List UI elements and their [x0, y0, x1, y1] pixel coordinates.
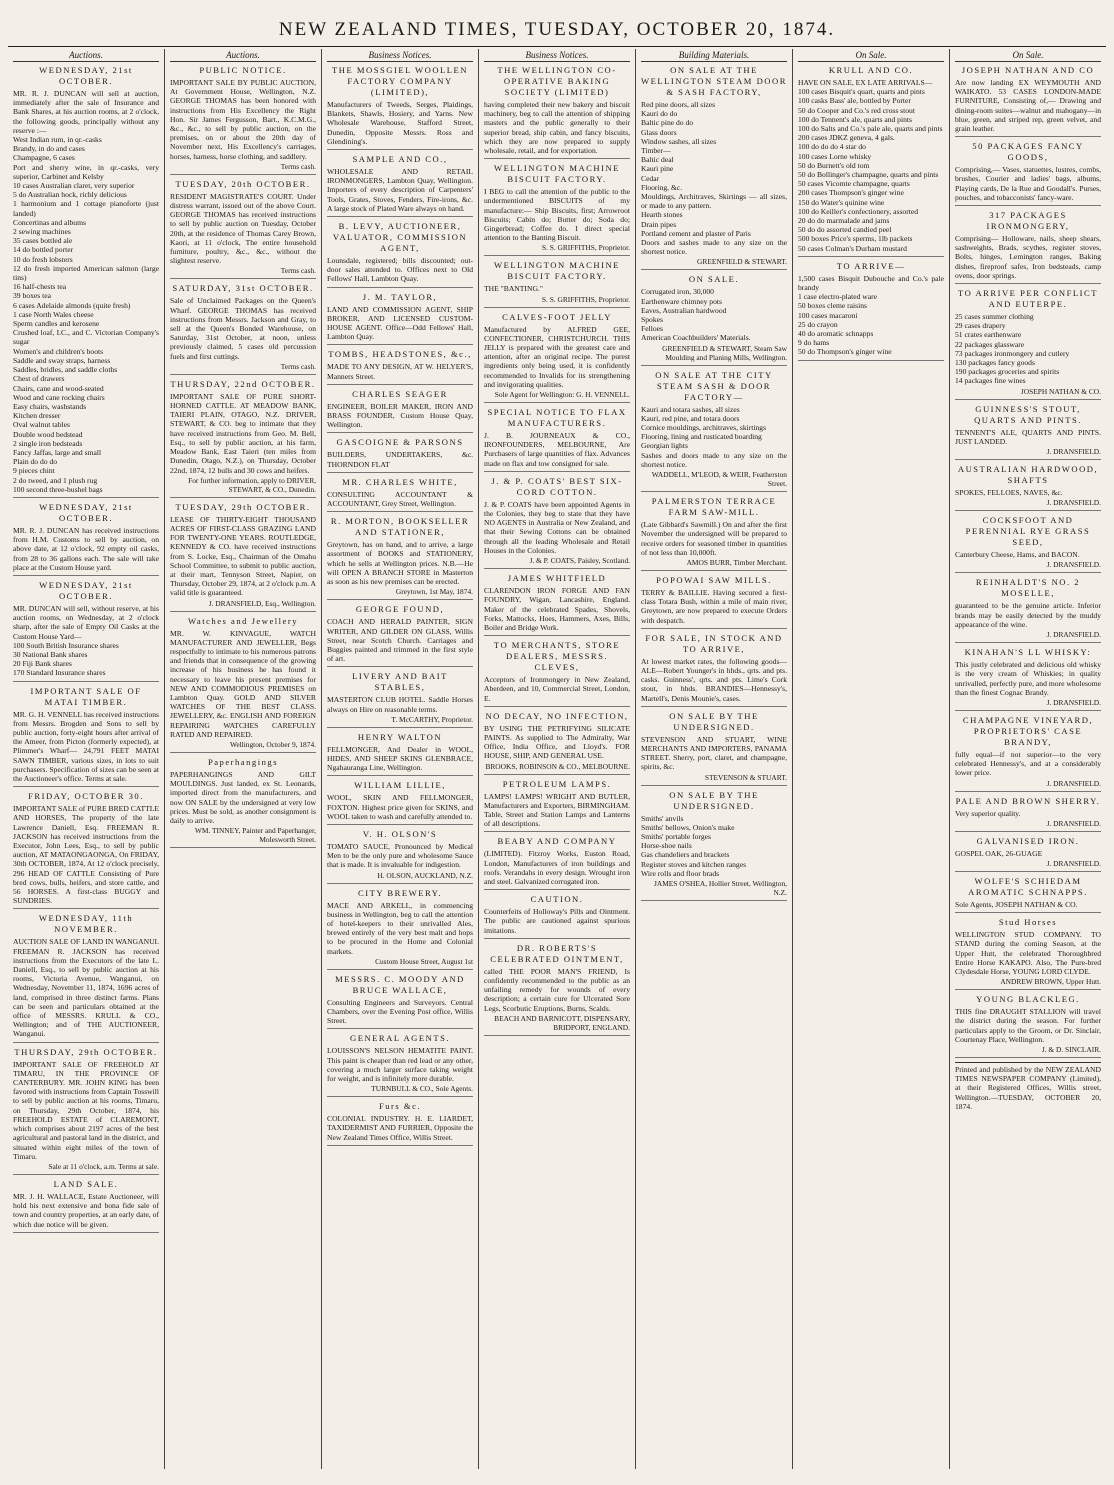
advertisement — [484, 640, 630, 707]
advertisement — [484, 943, 630, 1036]
advertisement-title: COCKSFOOT AND PERENNIAL RYE GRASS SEED, — [965, 515, 1091, 548]
advertisement-body: MR. R. J. DUNCAN will sell at auction, immediately after the sale of Insurance and Bank Shares, at his auction rooms, at 2 o'clock, the following goods, principally without any reserve :— West Indian rum, in qr.-casks Brandy, in do and cases Champagne, 6 cases Port and sherry wine, in qr.-casks, very superior, Carbinet and Kelsby 10 cases Australian claret, very superior 5 do Australian hock, richly delicious 1 harmonium and 1 cottage pianoforte (just landed) Concertinas and albums 2 sewing machines 35 cases bottled ale 14 do bottled porter 10 do fresh lobsters 12 do fresh imported American salmon (large tins) 16 half-chests tea 39 boxes tea 6 cases Adelaide almonds (quite fresh) 1 case North Wales cheese Sperm candles and kerosene Crushed loaf, I.C., and C. Victorian Company's sugar Women's and children's boots Saddle and sway straps, harness Saddles, bridles, and saddle cloths Chest of drawers Chairs, cane and wood-seated Wood and cane rocking chairs Easy chairs, washstands Kitchen dresser Oval walnut tables Double wood bedstead 2 single iron bedsteads Fancy Jaffas, large and small Plain do do do 9 pieces chint 2 do tweed, and 1 plush rug 100 second three-bushel bags — [13, 89, 159, 494]
advertisement-body: IMPORTANT SALE OF FREEHOLD AT TIMARU, IN THE PROVINCE OF CANTERBURY. MR. JOHN KING has been favored with instructions from Captain Tosswill to sell by public auction at his rooms, Timaru, on Thursday, 29th October, 1874, his FREEHOLD ESTATE of CLAREMONT, which comprises about 2197 acres of the best agricultural and pastoral land in the district, and situated within eight miles of the town of Timaru. — [13, 1059, 159, 1161]
advertisement-signature: Sale at 11 o'clock, a.m. Terms at sale. — [48, 1161, 159, 1171]
column-6 — [792, 49, 949, 1469]
advertisement — [484, 163, 630, 256]
advertisement-title: PETROLEUM LAMPS. — [502, 778, 612, 789]
advertisement-signature: J. DRANSFIELD. — [1046, 818, 1101, 828]
advertisement-body: Canterbury Cheese, Hams, and BACON. — [955, 550, 1080, 560]
advertisement-body: Lounsdale, registered; bills discounted; out-door sales attended to. Offices next to Old Fellows' Hall, Lambton Quay. — [327, 256, 473, 284]
advertisement-body: Consulting Engineers and Surveyors. Central Chambers, over the Evening Post office, Willis Street. — [327, 997, 473, 1026]
advertisement — [955, 715, 1101, 792]
advertisement-title: JAMES WHITFIELD — [507, 573, 607, 584]
advertisement-title: WOLFE'S SCHIEDAM AROMATIC SCHNAPPS. — [968, 875, 1088, 897]
advertisement — [13, 686, 159, 788]
advertisement-title: HENRY WALTON — [357, 731, 443, 742]
advertisement-body: COLONIAL INDUSTRY. H. E. LIARDET, TAXIDERMIST AND FURRIER, Opposite the New Zealand Times Office, Willis Street. — [327, 1114, 473, 1142]
advertisement-body: Are now landing EX WEYMOUTH AND WAIKATO. 53 CASES LONDON-MADE FURNITURE, Consisting of,— Drawing and dining-room suites—walnut and mahogany—in blue, green, and striped rep, green velvet, and grain leather. — [955, 78, 1101, 134]
advertisement — [955, 288, 1101, 400]
advertisement-title: WILLIAM LILLIE, — [354, 780, 446, 791]
advertisement-body: COACH AND HERALD PAINTER, SIGN WRITER, AND GILDER ON GLASS, Willis Street, near Scotch Church. Carriages and Buggies painted and trimmed in the first style of art. — [327, 617, 473, 664]
advertisement-body: Manufacturers of Tweeds, Serges, Plaidings, Blankets, Shawls, Hosiery, and Yarns. New Wholesale Warehouse, Stafford Street, Dunedin, Opposite Messrs. Ross and Glendining's. — [327, 100, 473, 146]
advertisement-title: BEABY AND COMPANY — [497, 836, 617, 847]
advertisement-body: LAND AND COMMISSION AGENT, SHIP BROKER, AND LICENSED CUSTOM-HOUSE AGENT. Office—Odd Fellows' Hall, Lambton Quay. — [327, 304, 473, 342]
advertisement-body: TERRY & BAILLIE. Having secured a first-class Totara Bush, within a mile of main river, Greytown, are now prepared to execute Orders with despatch. — [641, 587, 787, 625]
advertisement-body: MASTERTON CLUB HOTEL. Saddle Horses always on Hire on reasonable terms. — [327, 695, 473, 714]
advertisement — [955, 994, 1101, 1058]
advertisement-title: SATURDAY, 31st OCTOBER. — [172, 283, 314, 294]
advertisement-body: MR. R. J. DUNCAN has received instructions from H.M. Customs to sell by auction, on above date, at 12 o'clock, 92 empty oil casks, from 28 to 36 gallons each. The sale will take place at the Custom House yard. — [13, 525, 159, 572]
column-heading: Auctions. — [13, 49, 159, 62]
advertisement — [955, 210, 1101, 284]
advertisement-title: NO DECAY, NO INFECTION, — [485, 710, 629, 721]
advertisement-body: (LIMITED). Fitzroy Works, Euston Road, London, Manufacturers of iron buildings and roofs. Verandahs in every design. Wrought iron and steel. Galvanized corrugated iron. — [484, 849, 630, 886]
masthead: NEW ZEALAND TIMES, TUESDAY, OCTOBER 20, 1874. — [278, 19, 836, 40]
advertisement — [955, 836, 1101, 872]
advertisement-title: LAND SALE. — [53, 1178, 119, 1189]
advertisement-title: THURSDAY, 29th OCTOBER. — [14, 1046, 158, 1057]
advertisement-body: IMPORTANT SALE of PURE BRED CATTLE AND HORSES, The property of the late Lawrence Daniell, Esq. FREEMAN R. JACKSON has received instructions from the Executor, John Lees, Esq., to sell by public auction, AT MATAONGAONGA, On FRIDAY, 30th OCTOBER, 1874, At 12 o'clock precisely, 296 HEAD OF CATTLE Consisting of Pure bred cows, bulls, heifers, and store cattle, and 56 HORSES. A first-class BUGGY and SUNDRIES. — [13, 804, 159, 906]
advertisement-title: GALVANISED IRON. — [976, 835, 1080, 846]
advertisement-body: Red pine doors, all sizes Kauri do do Baltic pine do do Glass doors Window sashes, all sizes Timber— Baltic deal Kauri pine Cedar Flooring, &c. Mouldings, Architraves, Skirtings — all sizes, or made to any pattern. Hearth stones Drain pipes Portland cement and plaster of Paris Doors and sashes made to any size on the shortest notice. — [641, 100, 787, 257]
advertisement-body: FELLMONGER, And Dealer in WOOL, HIDES, AND SHEEP SKINS GLENBRACE, Ngahauranga Line, Wellington. — [327, 744, 473, 773]
advertisement-title: GENERAL AGENTS. — [350, 1033, 450, 1044]
advertisement-body: Counterfeits of Holloway's Pills and Ointment. The public are cautioned against spurious imitations. — [484, 907, 630, 935]
column-2 — [164, 49, 321, 1469]
advertisement — [13, 65, 159, 498]
advertisement-signature: J. DRANSFIELD, Esq., Wellington. — [208, 598, 316, 608]
advertisement — [955, 464, 1101, 511]
advertisement-title: J. M. TAYLOR, — [362, 291, 438, 302]
advertisement-body: 1,500 cases Bisquit Dubouche and Co.'s pale brandy 1 case electro-plated ware 50 boxes cleme raisins 100 cases macaroni 25 do crayon 40 do aromatic schnapps 9 do hams 50 do Thompson's ginger wine — [798, 273, 944, 357]
advertisement-title: J. & P. COATS' BEST SIX-CORD COTTON. — [491, 475, 623, 497]
advertisement — [641, 496, 787, 571]
advertisement — [484, 779, 630, 833]
advertisement — [955, 876, 1101, 913]
advertisement — [327, 732, 473, 777]
advertisement — [13, 580, 159, 682]
advertisement-title: PUBLIC NOTICE. — [199, 65, 287, 75]
advertisement-title: KRULL AND CO. — [828, 65, 914, 75]
advertisement-body: guaranteed to be the genuine article. Inferior brands may be easily detected by the muddy appearance of the wine. — [955, 601, 1101, 629]
column-heading: Auctions. — [170, 49, 316, 62]
advertisement-body: Comprising— Holloware, nails, sheep shears, sashweights, Brads, scythes, register stoves, Bolts, hinges, Lemington ranges, Baking dishes, fireproof safes, Iron bedsteads, camp ovens, door springs. — [955, 234, 1101, 280]
advertisement-signature: AMOS BURR, Timber Merchant. — [686, 557, 787, 567]
advertisement — [484, 711, 630, 775]
advertisement — [13, 1179, 159, 1233]
advertisement — [484, 836, 630, 890]
advertisement — [955, 515, 1101, 573]
advertisement — [327, 477, 473, 512]
advertisement — [327, 389, 473, 434]
advertisement-title: REINHALDT'S NO. 2 MOSELLE, — [975, 577, 1081, 599]
column-3 — [321, 49, 478, 1469]
advertisement-title: ON SALE AT THE WELLINGTON STEAM DOOR & SASH FACTORY, — [641, 65, 787, 97]
advertisement-body: MR. DUNCAN will sell, without reserve, at his auction rooms, on Wednesday, at 2 o'clock sharp, after the sale of Empty Oil Casks at the Custom House Yard— 100 South British Insurance shares 30 National Bank shares 20 Fiji Bank shares 170 Standard Insurance shares — [13, 603, 159, 678]
advertisement — [641, 790, 787, 901]
advertisement-title: CHAMPAGNE VINEYARD, PROPRIETORS' CASE BRANDY, — [962, 714, 1094, 747]
advertisement-signature: GREENFIELD & STEWART. — [697, 257, 787, 267]
advertisement — [170, 757, 316, 848]
advertisement-body: At lowest market rates, the following goods— ALE—Robert Younger's in hhds., qrts. and pts. casks. Guinness', qrts. and pts. Lime's Cork stout, in hhds. BRANDIES—Hennessy's, Martell's, Denis Mounie's, cases. — [641, 656, 787, 703]
advertisement — [327, 780, 473, 825]
advertisement-title: THURSDAY, 22nd OCTOBER. — [170, 378, 316, 389]
advertisement-title: TUESDAY, 20th OCTOBER. — [175, 178, 311, 189]
advertisement-title: YOUNG BLACKLEG. — [976, 994, 1080, 1005]
advertisement-body: TENNENT'S ALE, QUARTS AND PINTS. JUST LANDED. — [955, 427, 1101, 446]
advertisement-body: 25 cases summer clothing 29 cases drapery 51 crates earthenware 22 packages glassware 73 packages ironmongery and cutlery 130 packages fancy goods 190 packages groceries and spirits 14 packages fine wines — [955, 312, 1070, 386]
advertisement — [641, 575, 787, 629]
advertisement-title: 50 PACKAGES FANCY GOODS, — [972, 141, 1084, 163]
advertisement-body: fully equal—if not superior—to the very celebrated Hennessy's, and at a considerably lower price. — [955, 749, 1101, 778]
advertisement-body: WOOL, SKIN AND FELLMONGER, FOXTON. Highest price given for SKINS, and WOOL taken to wash and carefully attended to. — [327, 793, 473, 821]
advertisement-signature: Terms cash. — [280, 361, 316, 371]
advertisement-title: LIVERY AND BAIT STABLES, — [352, 671, 448, 693]
advertisement-body: Greytown, has on hand, and to arrive, a large assortment of BOOKS and STATIONERY, which he sells at Wellington prices. N.B.—He will OPEN A BRANCH STORE in Masterton as soon as his new premises can be erected. — [327, 540, 473, 587]
imprint-footer: Printed and published by the NEW ZEALAND TIMES NEWSPAPER COMPANY (Limited), at their Registered Offices, Willis street, Wellington.—TUESDAY, OCTOBER 20, 1874. — [955, 1062, 1101, 1111]
advertisement — [327, 604, 473, 667]
column-4 — [478, 49, 635, 1469]
advertisement — [641, 65, 787, 270]
advertisement-signature: WM. TINNEY, Painter and Paperhanger, Molesworth Street. — [194, 826, 316, 845]
advertisement-body: WELLINGTON STUD COMPANY. TO STAND during the coming Season, at the Upper Hutt, the celebrated Thoroughbred Entire Horse KAKAPO. Also, The Pure-bred Clydesdale Horse, YOUNG LORD CLYDE. — [955, 930, 1101, 976]
advertisement-signature: Custom House Street, August 1st — [375, 956, 473, 966]
advertisement-body: RESIDENT MAGISTRATE'S COURT. Under distress warrant, issued out of the above Court. GEORGE THOMAS has received instructions to sell by public auction on Tuesday, October 20th, at the residence of Thomas Carey Brown, Kaori, at 11 o'clock, The entire household furniture, poultry, &c., &c., without the slightest reserve. — [170, 191, 316, 266]
advertisement-body: MR. J. H. WALLACE, Estate Auctioneer, will hold his next extensive and bona fide sale of town and country properties, at an early date, of which due notice will be given. — [13, 1191, 159, 1229]
advertisement — [327, 974, 473, 1030]
advertisement-body: (Late Gibbard's Sawmill.) On and after the first November the undersigned will be prepared to receive orders for seasoned timber in quantities of not less than 10,000ft. — [641, 520, 787, 557]
advertisement — [955, 65, 1101, 137]
advertisement — [327, 1101, 473, 1146]
advertisement — [327, 154, 473, 217]
advertisement-signature: Wellington, October 9, 1874. — [229, 739, 316, 749]
advertisement-title: Furs &c. — [378, 1101, 422, 1112]
column-heading: Business Notices. — [484, 49, 630, 62]
advertisement-title: GUINNESS'S STOUT, QUARTS AND PINTS. — [974, 403, 1082, 425]
advertisement-body: I BEG to call the attention of the public to the undermentioned BISCUITS of my manufacture:— Ship Biscuits, first; Arrowroot Biscuits; Cabin do; Butter do; Soda do; Gingerbread; Coffee do. I direct special attention to the Banting Biscuit. — [484, 187, 630, 243]
advertisement-title: ON SALE BY THE UNDERSIGNED. — [669, 710, 759, 732]
advertisement-title: ON SALE. — [688, 274, 740, 285]
advertisement — [798, 261, 944, 361]
advertisement — [327, 516, 473, 600]
advertisement-body: SPOKES, FELLOES, NAVES, &c. — [955, 488, 1063, 498]
advertisement-title: R. MORTON, BOOKSELLER AND STATIONER, — [330, 516, 470, 538]
advertisement-title: THE WELLINGTON CO-OPERATIVE BAKING SOCIETY (LIMITED) — [497, 65, 617, 97]
advertisement — [170, 616, 316, 753]
advertisement — [955, 577, 1101, 643]
advertisement-title: Watches and Jewellery — [187, 615, 299, 626]
advertisement-body: THIS fine DRAUGHT STALLION will travel the district during the season. For further particulars apply to the Groom, or Dr. Sinclair, Courtenay Place, Wellington. — [955, 1007, 1101, 1044]
advertisement-body: ENGINEER, BOILER MAKER, IRON AND BRASS FOUNDER, Custom House Quay, Wellington. — [327, 401, 473, 430]
advertisement-signature: J. DRANSFIELD. — [1046, 447, 1101, 457]
advertisement-body: Sole Agents, JOSEPH NATHAN & CO. — [955, 899, 1078, 909]
advertisement-body: Corrugated iron, 30,000 Earthenware chimney pots Eaves, Australian hardwood Spokes Felloes American Coachbuilders' Materials. — [641, 287, 751, 343]
advertisement — [484, 65, 630, 159]
advertisement — [641, 633, 787, 707]
advertisement-title: TO MERCHANTS, STORE DEALERS, MESSRS. CLEVES, — [493, 640, 621, 673]
advertisement-title: WEDNESDAY, 21st OCTOBER. — [39, 579, 133, 601]
advertisement-title: TO ARRIVE PER CONFLICT AND EUTERPE. — [957, 288, 1099, 310]
advertisement-body: TOMATO SAUCE, Pronounced by Medical Men to be the only pure and wholesome Sauce that is made. It is invaluable for indigestion. — [327, 841, 473, 870]
advertisement-signature: Greytown, 1st May, 1874. — [395, 587, 473, 597]
advertisement-signature: Terms cash. — [280, 161, 316, 171]
advertisement-signature: J. DRANSFIELD. — [1046, 697, 1101, 707]
advertisement-title: B. LEVY, AUCTIONEER, VALUATOR, COMMISSION AGENT, — [332, 221, 468, 254]
advertisement-body: IMPORTANT SALE OF PURE SHORT-HORNED CATTLE. AT MEADOW BANK, TAIERI PLAIN, OTAGO, N.Z. DRIVER, STEWART, & CO. beg to intimate that they have received instructions from Geo. M. Bell, Esq., to sell by public auction, at his farm, Meadow Bank, East Taieri (ten miles from Dunedin, Otago, N.Z.), on Thursday, October 22nd, 1874, 12 bulls and 30 cows and heifers. — [170, 391, 316, 475]
advertisement-body: Comprising,— Vases, statuettes, lustres, combs, brushes, Courier and ladies' bags, albums, Playing cards, De la Rue and Goodall's. Purses, pouches, and tobacconists' fancy-ware. — [955, 165, 1101, 202]
advertisement-title: TO ARRIVE— — [836, 260, 906, 271]
advertisement-signature: ANDREW BROWN, Upper Hutt. — [1000, 977, 1101, 987]
advertisement-signature: WADDELL, M'LEOD, & WEIR, Featherston Street. — [651, 470, 787, 489]
advertisement-signature: J. & P. COATS, Paisley, Scotland. — [529, 556, 630, 566]
advertisement-title: GASCOIGNE & PARSONS — [336, 437, 464, 448]
advertisement — [13, 502, 159, 576]
advertisement-signature: J. DRANSFIELD. — [1046, 858, 1101, 868]
advertisement-body: WHOLESALE AND RETAIL IRONMONGERS, Lambton Quay, Wellington. Importers of every description of Carpenters' Tools, Grates, Stoves, Fenders, Fire-irons, &c. A large stock of Plated Ware always on hand. — [327, 167, 473, 213]
column-heading: Business Notices. — [327, 49, 473, 62]
advertisement-signature: J. DRANSFIELD. — [1046, 630, 1101, 640]
column-7 — [949, 49, 1106, 1469]
advertisement — [327, 829, 473, 884]
advertisement-signature: JOSEPH NATHAN & CO. — [1020, 386, 1101, 396]
advertisement-signature: TURNBULL & CO., Sole Agents. — [371, 1084, 473, 1094]
advertisement-body: LAMPS! LAMPS! WRIGHT AND BUTLER, Manufacturers and Exporters, BIRMINGHAM. Table, Street and Station Lamps and Lanterns of all descriptions. — [484, 791, 630, 829]
advertisement-title: V. H. OLSON'S — [362, 828, 438, 839]
advertisement-body: called THE POOR MAN'S FRIEND, Is confidently recommended to the public as an unfailing remedy for wounds of every description; a certain cure for Ulcerated Sore Legs, Scorbutic Eruptions, Burns, Scalds. — [484, 966, 630, 1013]
advertisement — [955, 647, 1101, 711]
advertisement-signature: STEVENSON & STUART. — [704, 772, 787, 782]
advertisement-body: MR. G. H. VENNELL has received instructions from Messrs. Brogden and Sons to sell by public auction, forty-eight hours after arrival of the Ameer, from Picton (formerly expected), at Plimmer's Wharf— 24,791 FEET MATAI SAWN TIMBER, various sizes, in lots to suit purchasers. Specification of sizes can be seen at the Auctioneer's office. Terms at sale. — [13, 709, 159, 783]
advertisement-title: TOMBS, HEADSTONES, &c., — [328, 349, 472, 360]
advertisement-signature: JAMES O'SHEA, Hollier Street, Wellington, N.Z. — [653, 878, 787, 897]
advertisement-title: Paperhangings — [207, 756, 279, 767]
advertisement-body: Very superior quality. — [955, 808, 1021, 818]
advertisement-signature: T. McCARTHY, Proprietor. — [391, 714, 473, 724]
advertisement-title: CAUTION. — [530, 894, 584, 905]
advertisement-signature: J. DRANSFIELD. — [1046, 778, 1101, 788]
advertisement-body: Kauri and totara sashes, all sizes Kauri, red pine, and totara doors Cornice mouldings, architraves, skirtings Flooring, lining and rusticated boarding Georgian lights Sashes and doors made to any size on the shortest notice. — [641, 404, 787, 469]
advertisement-title: CHARLES SEAGER — [352, 388, 448, 399]
advertisement-title: PALE AND BROWN SHERRY. — [955, 795, 1101, 806]
advertisement — [170, 65, 316, 175]
advertisement-title: GEORGE FOUND, — [355, 604, 445, 615]
advertisement-signature: J. & D. SINCLAIR. — [1041, 1044, 1101, 1054]
advertisement-body: MR. W. KINVAGUE, WATCH MANUFACTURER AND JEWELLER, Begs respectfully to intimate to his numerous patrons and friends that in consequence of the growing increase of his business he has found it necessary to leave his present premises for NEW AND COMMODIOUS PREMISES on Lambton Quay. GOLD AND SILVER WATCHES OF THE BEST CLASS. JEWELLERY, &c. ENGLISH AND FOREIGN REPAIRING WATCHES CAREFULLY RATED AND REPAIRED. — [170, 628, 316, 739]
advertisement — [13, 791, 159, 909]
advertisement-title: AUSTRALIAN HARDWOOD, SHAFTS — [957, 464, 1099, 486]
advertisement — [484, 312, 630, 403]
advertisement — [327, 292, 473, 346]
advertisement-body: BUILDERS, UNDERTAKERS, &c. THORNDON FLAT — [327, 450, 473, 469]
advertisement — [955, 796, 1101, 832]
advertisement-body: J. & P. COATS have been appointed Agents in the Colonies, they beg to state that they have NO AGENTS in Australia or New Zealand, and that their Sewing Cottons can be obtained through all the leading Wholesale and Retail Houses in the Colonies. — [484, 499, 630, 555]
advertisement-signature: J. DRANSFIELD. — [1046, 498, 1101, 508]
advertisement-signature: S. S. GRIFFITHS, Proprietor. — [541, 294, 630, 304]
advertisement — [327, 437, 473, 472]
advertisement — [327, 65, 473, 150]
advertisement-body: HAVE ON SALE, EX LATE ARRIVALS— 100 cases Bisquit's quart, quarts and pints 100 casks Bass' ale, bottled by Porter 50 do Cooper and Co.'s red cross stout 100 do Tennent's ale, quarts and pints 100 do Salts and Co.'s pale ale, quarts and pints 200 cases JDKZ geneva, 4 gals. 100 do do do 4 star do 100 cases Lorne whisky 50 do Burnett's old tom 50 do Bollinger's champagne, quarts and pints 50 cases Vicomte champagne, quarts 200 cases Thompson's ginger wine 150 do Water's quinine wine 100 do Keiller's confectionery, assorted 20 do do marmalade and jams 50 do do assorted candied peel 500 boxes Price's sperms, 1lb packets 50 cases Colman's Durham mustard — [798, 78, 943, 253]
columns-container — [8, 49, 1106, 1469]
advertisement-signature: J. DRANSFIELD. — [1046, 560, 1101, 570]
advertisement-title: IMPORTANT SALE OF MATAI TIMBER. — [30, 685, 142, 707]
advertisement — [484, 894, 630, 939]
advertisement-title: THE MOSSGIEL WOOLLEN FACTORY COMPANY (LIMITED), — [332, 65, 468, 97]
advertisement-title: TUESDAY, 29th OCTOBER. — [175, 501, 311, 512]
advertisement — [170, 379, 316, 498]
advertisement — [170, 283, 316, 374]
advertisement — [327, 671, 473, 727]
advertisement — [955, 141, 1101, 206]
advertisement-title: WELLINGTON MACHINE BISCUIT FACTORY. — [494, 260, 620, 282]
advertisement-title: WEDNESDAY, 11th NOVEMBER. — [38, 913, 134, 935]
advertisement-title: MR. CHARLES WHITE, — [342, 476, 458, 487]
advertisement-body: CONSULTING ACCOUNTANT & ACCOUNTANT, Grey Street, Wellington. — [327, 489, 473, 509]
advertisement — [327, 1033, 473, 1097]
advertisement-title: DR. ROBERTS'S CELEBRATED OINTMENT, — [490, 942, 624, 964]
advertisement-body: BY USING THE PETRIFYING SILICATE PAINTS. As supplied to The Admiralty, War Office, India Office, and Lloyd's. FOR HOUSE, SHIP, AND GENERAL USE. — [484, 723, 630, 761]
advertisement-body: J. B. JOURNEAUX & CO., IRONFOUNDERS, MELBOURNE, Are Purchasers of large quantities of flax. Advances made on flax and tow consigned for sale. — [484, 431, 630, 468]
advertisement — [798, 65, 944, 257]
advertisement-title: FOR SALE, IN STOCK AND TO ARRIVE, — [645, 632, 783, 654]
advertisement-title: JOSEPH NATHAN AND CO — [961, 65, 1095, 75]
advertisement-title: WELLINGTON MACHINE BISCUIT FACTORY. — [494, 163, 620, 185]
advertisement-title: FRIDAY, OCTOBER 30. — [28, 791, 144, 802]
column-heading: On Sale. — [798, 49, 944, 62]
advertisement-body: IMPORTANT SALE BY PUBLIC AUCTION, At Government House, Wellington, N.Z. GEORGE THOMAS has been honored with instructions from His Excellency the Right Hon. Sir James Fergusson, Bart., K.C.M.G., &c., &c., to sell by public auction, on the premises, on or about the 20th day of November next, His Excellency's carriages, horses, harness, horse clothing, and saddlery. — [170, 78, 316, 161]
advertisement — [484, 476, 630, 569]
advertisement — [327, 221, 473, 288]
advertisement-body: MADE TO ANY DESIGN, AT W. HELYER'S, Manners Street. — [327, 362, 473, 381]
advertisement-title: ON SALE BY THE UNDERSIGNED. — [669, 789, 759, 811]
advertisement — [170, 502, 316, 612]
advertisement-signature: Terms cash. — [280, 266, 316, 276]
advertisement — [955, 404, 1101, 460]
advertisement-title: WEDNESDAY, 21st OCTOBER. — [39, 501, 133, 523]
advertisement — [327, 349, 473, 384]
column-1 — [8, 49, 164, 1469]
advertisement-signature: BEACH AND BARNICOTT, DISPENSARY, BRIDPORT, ENGLAND. — [494, 1013, 630, 1032]
advertisement-title: 317 PACKAGES IRONMONGERY, — [986, 210, 1070, 232]
advertisement — [13, 1047, 159, 1175]
column-heading: Building Materials. — [641, 49, 787, 62]
advertisement-title: SAMPLE AND CO., — [352, 154, 448, 165]
advertisement-body: GOSPEL OAK, 26-GUAGE — [955, 848, 1043, 858]
advertisement — [641, 711, 787, 786]
advertisement-signature: Sole Agent for Wellington: G. H. VENNELL. — [494, 390, 630, 400]
advertisement-body: MACE AND ARKELL, in commencing business in Wellington, beg to call the attention of hotel-keepers to their unrivalled Ales, brewed entirely of the very best malt and hops to be procured in the Home and Colonial markets. — [327, 900, 473, 956]
advertisement-body: Acceptors of Ironmongery in New Zealand, Aberdeen, and 10, Commercial Street, London, E. — [484, 675, 630, 703]
advertisement-body: LOUISSON'S NELSON HEMATITE PAINT. This paint is cheaper than red lead or any other, covering a much larger surface taking weight for weight, and is infinitely more durable. — [327, 1046, 473, 1083]
advertisement-signature: For further information, apply to DRIVER, STEWART, & CO., Dunedin. — [188, 475, 316, 494]
advertisement-signature: BROOKS, ROBINSON & CO., MELBOURNE. — [485, 761, 630, 771]
advertisement-title: WEDNESDAY, 21st OCTOBER. — [39, 65, 133, 86]
advertisement-body: LEASE OF THIRTY-EIGHT THOUSAND ACRES OF FIRST-CLASS GRAZING LAND FOR TWENTY-ONE YEARS. ROUTLEDGE, KENNEDY & CO. have received instructions from S. Locke, Esq., Chairman of the Omahu School Committee, to submit to public auction, at their mart, Tennyson Street, Napier, on Thursday, October 29, 1874, at 2 o'clock p.m. A valid title is guaranteed. — [170, 514, 316, 598]
advertisement — [484, 573, 630, 636]
advertisement-body: CLARENDON IRON FORGE AND FAN FOUNDRY, Wigan, Lancashire, England. Maker of the celebrated Spades, Shovels, Forks, Mattocks, Hoes, Hammers, Axes, Bills, Boiler and Bridge Work. — [484, 586, 630, 632]
advertisement-title: KINAHAN'S LL WHISKY: — [964, 647, 1092, 658]
advertisement-body: Sale of Unclaimed Packages on the Queen's Wharf. GEORGE THOMAS has received instructions from Messrs. Jackson and Gray, to sell at the Queen's Bonded Warehouse, on Saturday, 31st October, at noon, unless previously claimed, 5 cases old percussion fuels and first cuttings. — [170, 296, 316, 361]
advertisement — [13, 913, 159, 1042]
advertisement-title: PALMERSTON TERRACE FARM SAW-MILL. — [651, 496, 777, 518]
advertisement-title: MESSRS. C. MOODY AND BRUCE WALLACE, — [335, 973, 465, 995]
advertisement-body: Manufactured by ALFRED GEE, CONFECTIONER, CHRISTCHURCH. THIS JELLY is prepared with the greatest care and attention, after an original recipe. The purest ingredients only being used, it is confidently recommended to Invalids for its strengthening and invigorating qualities. — [484, 324, 630, 389]
advertisement-title: CITY BREWERY. — [358, 887, 442, 898]
advertisement-title: SPECIAL NOTICE TO FLAX MANUFACTURERS. — [487, 407, 627, 429]
advertisement-title: ON SALE AT THE CITY STEAM SASH & DOOR FACTORY— — [655, 369, 773, 402]
advertisement-body: STEVENSON AND STUART, WINE MERCHANTS AND IMPORTERS, PANAMA STREET. Sherry, port, claret, and champagne, spirits, &c. — [641, 734, 787, 772]
advertisement-body: Smiths' anvils Smiths' bellows, Onion's make Smiths' portable forges Horse-shoe nails Gas chandeliers and brackets Register stoves and kitchen ranges Wire rolls and floor brads — [641, 813, 747, 878]
masthead-rule — [8, 46, 1106, 47]
advertisement — [327, 888, 473, 970]
advertisement-body: AUCTION SALE OF LAND IN WANGANUI. FREEMAN R. JACKSON has received instructions from the Executors of the late L. Daniell, Esq., to sell by public auction at his rooms, Victoria Avenue, Wanganui, on Wednesday, November 11, 1874, 1696 acres of land, comprised in three distinct farms. Plans can be seen and particulars obtained at the office of MESSRS. KRULL & CO., Wellington; and of THE AUCTIONEER, Wanganui. — [13, 937, 159, 1039]
advertisement-title: CALVES-FOOT JELLY — [502, 311, 612, 322]
advertisement — [641, 274, 787, 365]
advertisement-body: having completed their new bakery and biscuit machinery, beg to call the attention of shipping masters and the public generally to their superior bread, ship cabin, and fancy biscuits, which they are now prepared to supply wholesale, retail, and for exportation. — [484, 100, 630, 156]
advertisement — [484, 260, 630, 307]
advertisement-body: This justly celebrated and delicious old whisky is the very cream of Whiskies; in quality unrivalled, perfectly pure, and more wholesome than the finest Cognac Brandy. — [955, 660, 1101, 697]
advertisement-signature: S. S. GRIFFITHS, Proprietor. — [541, 243, 630, 253]
advertisement-body: PAPERHANGINGS AND GILT MOULDINGS. Just landed, ex St. Leonards, imported direct from the manufacturers, and now ON SALE by the undersigned at very low prices. Must be sold, as another consignment is daily to arrive. — [170, 769, 316, 825]
advertisement-signature: GREENFIELD & STEWART, Steam Saw Moulding and Planing Mills, Wellington. — [662, 343, 787, 362]
column-heading: On Sale. — [955, 49, 1101, 62]
advertisement — [641, 370, 787, 492]
advertisement-body: THE "BANTING." — [484, 284, 543, 294]
advertisement — [170, 179, 316, 280]
advertisement-title: POPOWAI SAW MILLS. — [656, 574, 772, 585]
advertisement-title: Stud Horses — [998, 917, 1058, 928]
column-5 — [635, 49, 792, 1469]
advertisement-signature: H. OLSON, AUCKLAND, N.Z. — [377, 870, 473, 880]
advertisement — [484, 407, 630, 472]
advertisement — [955, 917, 1101, 990]
